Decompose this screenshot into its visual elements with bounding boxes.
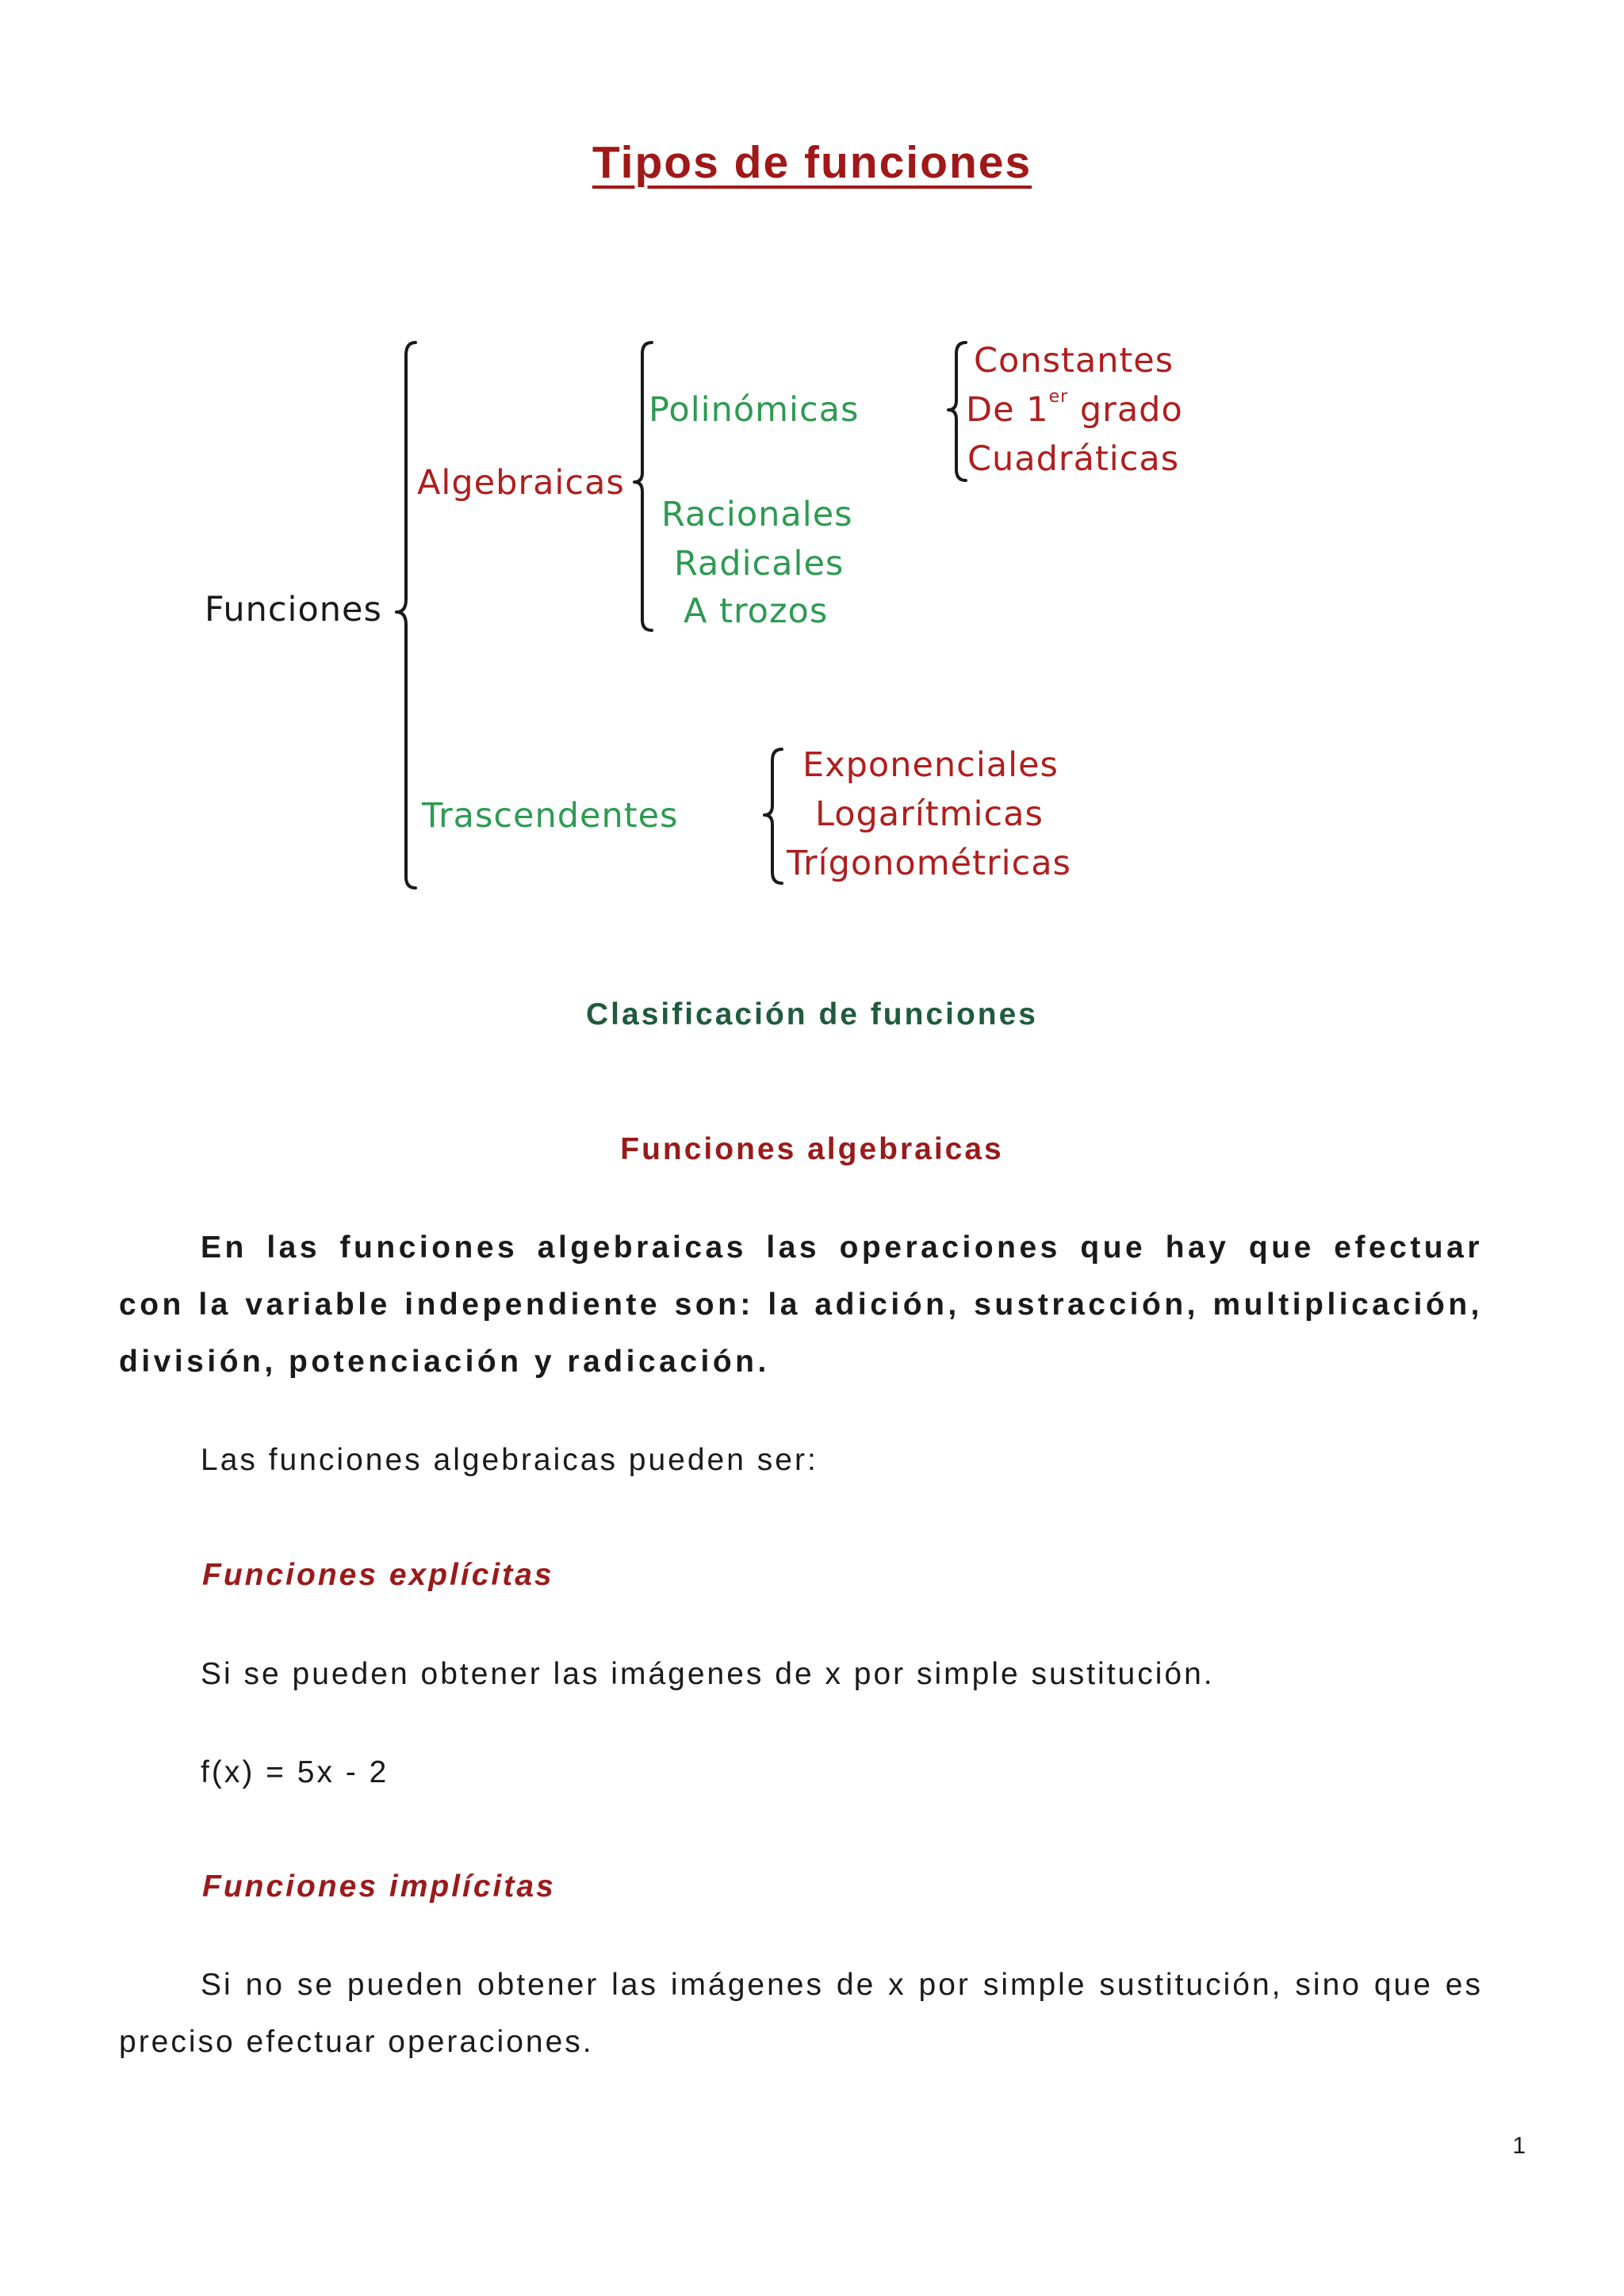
node-logaritmicas: Logarítmicas (815, 794, 1044, 834)
subheading-explicit: Funciones explícitas (202, 1558, 554, 1592)
diagram-braces (0, 0, 1624, 951)
intro-paragraph: En las funciones algebraicas las operaciones que hay que efectuar con la variable independiente son: la adición, sustracción, multiplicación, división, potenciación y radicación. (119, 1230, 1483, 1379)
node-trascendentes: Trascendentes (422, 796, 679, 836)
node-algebraicas: Algebraicas (417, 463, 625, 503)
subheading-implicit: Funciones implícitas (202, 1869, 556, 1904)
heading-classification: Clasificación de funciones (586, 997, 1038, 1031)
explicit-text: Si se pueden obtener las imágenes de x por simple sustitución. (201, 1657, 1215, 1691)
brace-polinomicas (948, 342, 966, 480)
page-number: 1 (1512, 2133, 1526, 2159)
node-primer-grado: De 1er grado (966, 387, 1183, 430)
implicit-paragraph: Si no se pueden obtener las imágenes de x por simple sustitución, sino que es preciso efectuar operaciones. (119, 1968, 1483, 2059)
brace-funciones (396, 342, 416, 888)
node-cuadraticas: Cuadráticas (967, 439, 1180, 479)
can-be-line: Las funciones algebraicas pueden ser: (201, 1443, 818, 1477)
node-constantes: Constantes (974, 341, 1174, 381)
node-trigonometricas: Trígonométricas (787, 844, 1071, 883)
node-polinomicas: Polinómicas (649, 390, 860, 430)
page-title: Tipos de funciones (592, 137, 1032, 188)
node-radicales: Radicales (674, 544, 845, 584)
brace-algebraicas (634, 342, 652, 630)
node-exponenciales: Exponenciales (802, 745, 1059, 785)
explicit-example: f(x) = 5x - 2 (201, 1755, 389, 1789)
node-a-trozos: A trozos (684, 591, 829, 631)
node-racionales: Racionales (661, 495, 853, 534)
brace-trascendentes (764, 749, 782, 883)
heading-algebraic: Funciones algebraicas (620, 1132, 1004, 1166)
node-funciones: Funciones (205, 590, 382, 629)
